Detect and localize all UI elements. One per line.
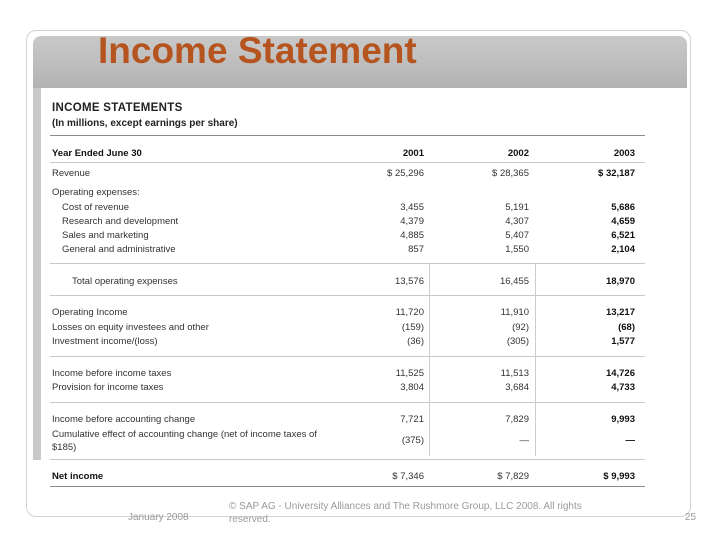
row-label: Cost of revenue <box>62 202 130 213</box>
cell-2001: (375) <box>401 435 424 446</box>
cell-2001: 3,804 <box>400 382 424 393</box>
income-statement-table <box>41 90 658 490</box>
cell-2003: (68) <box>618 322 635 333</box>
table-row <box>41 186 658 200</box>
section-rule <box>50 356 645 357</box>
cell-2001: 3,455 <box>400 202 424 213</box>
header-rule <box>50 162 645 163</box>
year-2003: 2003 <box>613 148 635 159</box>
cell-2003: 14,726 <box>605 368 635 379</box>
year-header-row <box>41 147 658 161</box>
year-2002: 2002 <box>507 148 529 159</box>
cell-2002: 11,513 <box>500 368 529 379</box>
row-label: General and administrative <box>62 244 176 255</box>
slide-title: Income Statement <box>98 30 417 71</box>
section-rule <box>50 459 645 460</box>
cell-2002: 11,910 <box>500 307 529 318</box>
cell-2001: (159) <box>401 322 424 333</box>
row-label: Income before accounting change <box>52 414 196 425</box>
cell-2003: 9,993 <box>611 414 635 425</box>
period-label: Year Ended June 30 <box>52 148 142 159</box>
cell-2003: 2,104 <box>611 244 635 255</box>
cell-2003: $ 32,187 <box>598 168 635 179</box>
row-label: Total operating expenses <box>72 276 178 287</box>
page-number: 25 <box>684 512 696 523</box>
row-label: Cumulative effect of accounting change (net of income taxes of $185) <box>52 429 317 453</box>
cell-2002: 3,684 <box>505 382 529 393</box>
bottom-rule <box>50 486 645 487</box>
row-label: Operating Income <box>52 307 128 318</box>
cell-2001: 4,379 <box>400 216 424 227</box>
cell-2003: 13,217 <box>605 307 635 318</box>
statement-heading: INCOME STATEMENTS <box>52 102 183 114</box>
cell-2003: — <box>625 435 635 446</box>
row-label: Provision for income taxes <box>52 382 164 393</box>
cell-2003: 1,577 <box>611 336 635 347</box>
cell-2001: $ 25,296 <box>387 168 424 179</box>
table-row <box>41 413 658 427</box>
cell-2002: 7,829 <box>505 414 529 425</box>
cell-2001: 11,525 <box>395 368 424 379</box>
cell-2002: 5,191 <box>505 202 529 213</box>
footer-copyright: © SAP AG - University Alliances and The Rushmore Group, LLC 2008. All rights reserved. <box>229 501 582 525</box>
row-label: Operating expenses: <box>52 187 140 198</box>
section-rule <box>50 402 645 403</box>
cell-2003: 6,521 <box>611 230 635 241</box>
cell-2002: 5,407 <box>505 230 529 241</box>
column-separator <box>535 264 536 456</box>
cell-2002: $ 28,365 <box>492 168 529 179</box>
table-row <box>41 321 658 335</box>
year-2001: 2001 <box>402 148 424 159</box>
table-row <box>41 167 658 181</box>
row-label: Sales and marketing <box>62 230 149 241</box>
column-separator <box>429 264 430 456</box>
cell-2001: 7,721 <box>400 414 424 425</box>
row-label: Income before income taxes <box>52 368 172 379</box>
table-row <box>41 243 658 257</box>
table-row <box>41 229 658 243</box>
row-label: Revenue <box>52 168 91 179</box>
cell-2001: (36) <box>407 336 424 347</box>
row-label: Losses on equity investees and other <box>52 322 209 333</box>
cell-2002: $ 7,829 <box>497 471 529 482</box>
cell-2002: (305) <box>506 336 529 347</box>
cell-2002: 4,307 <box>505 216 529 227</box>
table-row <box>41 367 658 381</box>
row-label: Net income <box>52 471 104 482</box>
statement-subheading: (In millions, except earnings per share) <box>52 118 238 129</box>
table-row <box>41 275 658 289</box>
cell-2003: 18,970 <box>605 276 635 287</box>
cell-2001: 857 <box>408 244 424 255</box>
cell-2001: 4,885 <box>400 230 424 241</box>
cell-2001: 11,720 <box>395 307 424 318</box>
table-row <box>41 335 658 349</box>
section-rule <box>50 263 645 264</box>
cell-2003: 4,733 <box>611 382 635 393</box>
table-row <box>41 470 658 484</box>
cell-2003: 5,686 <box>611 202 635 213</box>
table-row <box>41 306 658 320</box>
table-row <box>41 215 658 229</box>
footer-date: January 2008 <box>128 512 189 523</box>
table-row <box>41 201 658 215</box>
row-label: Research and development <box>62 216 179 227</box>
cell-2003: 4,659 <box>611 216 635 227</box>
row-label: Investment income/(loss) <box>52 336 158 347</box>
table-row <box>41 428 658 456</box>
cell-2002: 1,550 <box>505 244 529 255</box>
cell-2001: 13,576 <box>394 276 424 287</box>
section-rule <box>50 295 645 296</box>
cell-2002: 16,455 <box>499 276 529 287</box>
table-row <box>41 381 658 395</box>
left-accent-bar <box>33 88 41 460</box>
cell-2001: $ 7,346 <box>392 471 424 482</box>
header-rule-top <box>50 135 645 136</box>
cell-2003: $ 9,993 <box>603 471 635 482</box>
cell-2002: — <box>519 435 529 446</box>
cell-2002: (92) <box>512 322 529 333</box>
